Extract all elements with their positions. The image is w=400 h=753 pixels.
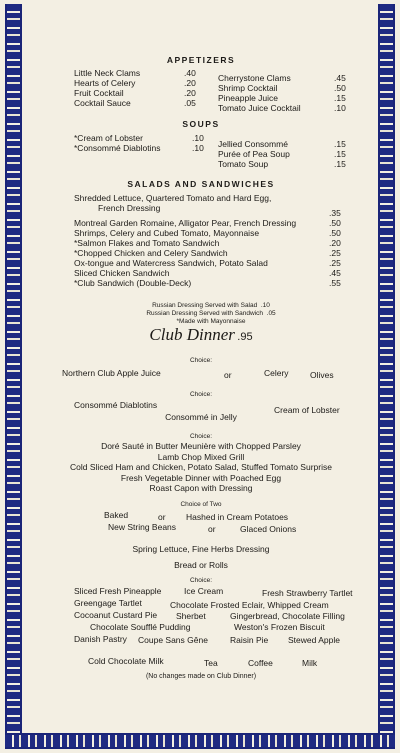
dessert-item: Stewed Apple [288, 635, 340, 645]
price: .15 [334, 93, 346, 103]
club-dinner-price: .95 [237, 331, 253, 343]
price: .25 [329, 248, 341, 258]
dressing-notes [116, 302, 306, 326]
chain-border-right [378, 4, 395, 744]
dessert-item: Danish Pastry [74, 634, 127, 644]
group3-list [26, 441, 376, 494]
price: .20 [184, 88, 196, 98]
choice-two-label: Choice of Two [180, 501, 222, 508]
price: .50 [329, 228, 341, 238]
choice-label: Choice: [189, 357, 213, 364]
dessert-item: Cocoanut Custard Pie [74, 610, 158, 620]
price: .55 [329, 278, 341, 288]
group2-c: Consommé in Jelly [165, 412, 237, 422]
drink-item: Coffee [248, 658, 273, 668]
menu-item: Shrimp Cocktail [218, 83, 278, 93]
menu-page [26, 8, 376, 733]
menu-item: Pineapple Juice [218, 93, 279, 103]
price: .35 [329, 208, 341, 218]
menu-item-cont: French Dressing [98, 203, 161, 213]
group1-c: Olives [310, 370, 334, 380]
mayo-note: *Made with Mayonnaise [176, 318, 246, 325]
dessert-item: Chocolate Soufflé Pudding [90, 622, 191, 632]
drink-item: Cold Chocolate Milk [88, 656, 164, 666]
price: .50 [329, 218, 341, 228]
chain-border-left [5, 4, 22, 744]
menu-item: Cocktail Sauce [74, 98, 131, 108]
price: .15 [334, 159, 346, 169]
dessert-item: Chocolate Frosted Eclair, Whipped Cream [170, 600, 329, 610]
menu-item: Tomato Juice Cocktail [218, 103, 301, 113]
menu-item: Hearts of Celery [74, 78, 136, 88]
menu-item: Fruit Cocktail [74, 88, 124, 98]
note-text: Russian Dressing Served with Salad [152, 302, 258, 309]
menu-item: Montreal Garden Romaine, Alligator Pear, French Dressing [74, 218, 297, 228]
dessert-item: Weston's Frozen Biscuit [234, 622, 325, 632]
price: .20 [184, 78, 196, 88]
price: .10 [192, 143, 204, 153]
menu-item: Ox-tongue and Watercress Sandwich, Potato Salad [74, 258, 268, 268]
appetizers-left [74, 68, 196, 108]
club-dinner-title [26, 325, 376, 344]
footer-note: (No changes made on Club Dinner) [145, 673, 257, 680]
price: .15 [334, 149, 346, 159]
group4-d: Glaced Onions [240, 524, 297, 534]
menu-item: *Salmon Flakes and Tomato Sandwich [74, 238, 220, 248]
group1-b: Celery [264, 368, 289, 378]
choice-label: Choice: [189, 433, 213, 440]
chain-border-bottom [5, 733, 395, 749]
soups-right [218, 139, 346, 169]
dessert-item: Gingerbread, Chocolate Filling [230, 611, 345, 621]
menu-item: Little Neck Clams [74, 68, 141, 78]
price: .45 [329, 268, 341, 278]
note-text: Russian Dressing Served with Sandwich [146, 310, 264, 317]
group1-a: Northern Club Apple Juice [62, 368, 161, 378]
entree-item: Doré Sauté in Butter Meunière with Chopped Parsley [101, 441, 301, 451]
dessert-item: Sherbet [176, 611, 206, 621]
dessert-item: Raisin Pie [230, 635, 269, 645]
soups-heading: SOUPS [182, 119, 220, 129]
group1-or: or [224, 370, 232, 380]
note-price: .05 [266, 310, 276, 317]
menu-item: Purée of Pea Soup [218, 149, 290, 159]
price: .25 [329, 258, 341, 268]
menu-item: Shrimps, Celery and Cubed Tomato, Mayonnaise [74, 228, 260, 238]
dessert-item: Fresh Strawberry Tartlet [262, 588, 353, 598]
group4-b: Hashed in Cream Potatoes [186, 512, 289, 522]
bread-course: Bread or Rolls [174, 560, 228, 570]
price: .10 [192, 133, 204, 143]
appetizers-right [218, 73, 346, 113]
price: .15 [334, 139, 346, 149]
soups-left [74, 133, 204, 153]
salads-heading: SALADS AND SANDWICHES [127, 179, 275, 189]
menu-item: Jellied Consommé [218, 139, 288, 149]
dessert-item: Greengage Tartlet [74, 598, 142, 608]
salads-list [74, 193, 354, 288]
appetizers-heading: APPETIZERS [166, 55, 236, 65]
drink-item: Milk [302, 658, 318, 668]
price: .10 [334, 103, 346, 113]
dessert-item: Sliced Fresh Pineapple [74, 586, 162, 596]
group2-b: Cream of Lobster [274, 405, 340, 415]
menu-item: Tomato Soup [218, 159, 269, 169]
entree-item: Cold Sliced Ham and Chicken, Potato Salad, Stuffed Tomato Surprise [70, 462, 332, 472]
menu-item: Cherrystone Clams [218, 73, 291, 83]
menu-item: Shredded Lettuce, Quartered Tomato and Hard Egg, [74, 193, 272, 203]
entree-item: Fresh Vegetable Dinner with Poached Egg [120, 472, 282, 483]
menu-item: *Chopped Chicken and Celery Sandwich [74, 248, 228, 258]
menu-item: *Cream of Lobster [74, 133, 143, 143]
group4-a: Baked [104, 510, 129, 520]
choice-label: Choice: [189, 391, 213, 398]
group2-a: Consommé Diablotins [74, 400, 158, 410]
entree-item: Roast Capon with Dressing [149, 483, 253, 493]
dessert-item: Coupe Sans Gêne [138, 635, 208, 645]
price: .40 [184, 68, 196, 78]
group4-c: New String Beans [108, 522, 177, 532]
entree-item: Lamb Chop Mixed Grill [157, 451, 245, 462]
menu-item: *Club Sandwich (Double-Deck) [74, 278, 192, 288]
price: .45 [334, 73, 346, 83]
group4-or: or [158, 512, 166, 522]
price: .50 [334, 83, 346, 93]
group4-or2: or [208, 524, 216, 534]
price: .20 [329, 238, 341, 248]
drink-item: Tea [204, 658, 218, 668]
note-price: .10 [260, 302, 270, 309]
menu-item: *Consommé Diablotins [74, 143, 161, 153]
dessert-item: Ice Cream [184, 586, 224, 596]
salad-course: Spring Lettuce, Fine Herbs Dressing [132, 544, 270, 554]
price: .05 [184, 98, 196, 108]
club-dinner-name: Club Dinner [149, 325, 235, 344]
menu-item: Sliced Chicken Sandwich [74, 268, 170, 278]
choice-label: Choice: [189, 577, 213, 584]
